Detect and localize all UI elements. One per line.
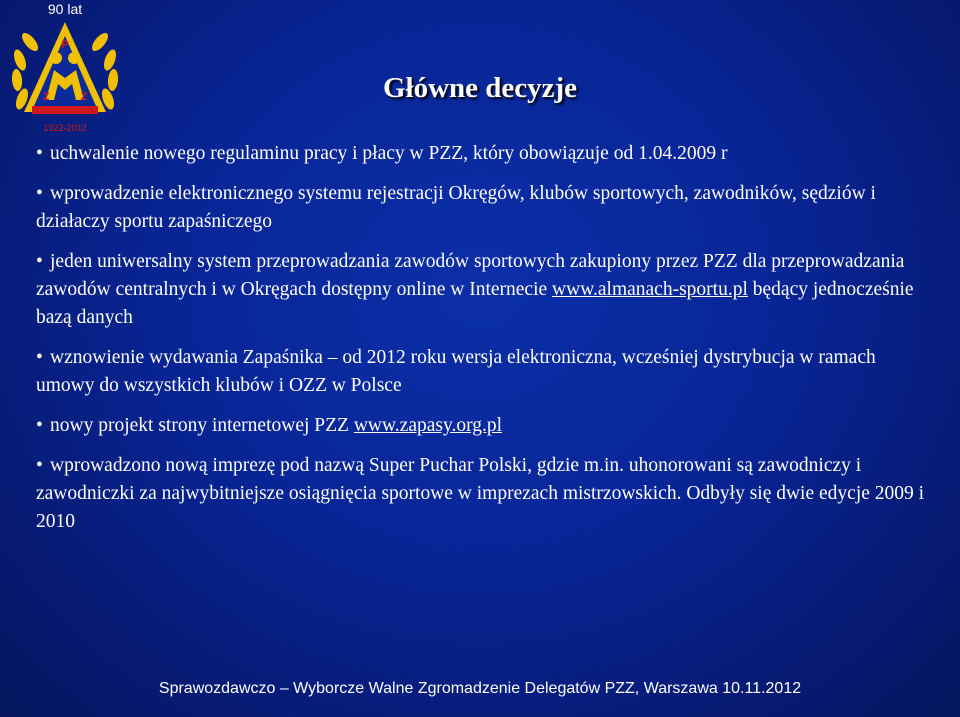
bullet-item-zapasnik [36, 344, 936, 400]
almanach-link[interactable]: www.almanach-sportu.pl [552, 279, 748, 300]
bullet-item-regulation [36, 140, 936, 168]
bullet-text: uchwalenie nowego regulaminu pracy i płacy w PZZ, który obowiązuje od 1.04.2009 r [50, 143, 728, 164]
bullet-item-website [36, 412, 936, 440]
bullet-marker: • [36, 251, 43, 272]
bullet-text: wprowadzenie elektronicznego systemu rejestracji Okręgów, klubów sportowych, zawodników, sędziów i działaczy sportu zapaśniczego [36, 183, 876, 232]
logo-letter-z-right: Z [80, 91, 88, 103]
bullet-marker: • [36, 455, 43, 476]
bullet-text: nowy projekt strony internetowej PZZ [50, 415, 354, 436]
bullet-text: wprowadzono nową imprezę pod nazwą Super Puchar Polski, gdzie m.in. uhonorowani są zawodniczy i zawodniczki za najwybitniejsze osiągnięcia sportowe w imprezach mistrzowskich. Odbyły się dwie edycje 2009 i 2010 [36, 455, 925, 532]
bullet-item-competition-system [36, 248, 936, 332]
bullet-text: wznowienie wydawania Zapaśnika – od 2012 roku wersja elektroniczna, wcześniej dystrybucja w ramach umowy do wszystkich klubów i OZZ w Polsce [36, 347, 876, 396]
zapasy-link[interactable]: www.zapasy.org.pl [353, 415, 503, 436]
pzz-logo [6, 0, 124, 136]
logo-letter-z-left: Z [42, 91, 50, 103]
slide-title [0, 72, 960, 105]
logo-top-text: 90 lat [47, 1, 83, 17]
logo-letter-p: P [61, 39, 69, 51]
pzz-emblem-icon [6, 0, 124, 136]
slide-title-text: Główne decyzje [382, 72, 578, 104]
logo-years: 1922-2012 [43, 123, 87, 133]
bullet-item-super-cup [36, 452, 936, 536]
bullet-marker: • [36, 143, 43, 164]
bullet-marker: • [36, 347, 43, 368]
bullet-marker: • [36, 415, 43, 436]
bullet-marker: • [36, 183, 43, 204]
bullet-list [36, 140, 936, 536]
bullet-text: jeden uniwersalny system przeprowadzania zawodów sportowych zakupiony przez PZZ dla przeprowadzania zawodów centralnych i w Okręgach dostępny online w Internecie [36, 251, 905, 300]
bullet-item-registration-system [36, 180, 936, 236]
bullet-text-after: będący jednocześnie bazą danych [36, 279, 914, 328]
slide-footer: Sprawozdawczo – Wyborcze Walne Zgromadzenie Delegatów PZZ, Warszawa 10.11.2012 [158, 680, 802, 697]
